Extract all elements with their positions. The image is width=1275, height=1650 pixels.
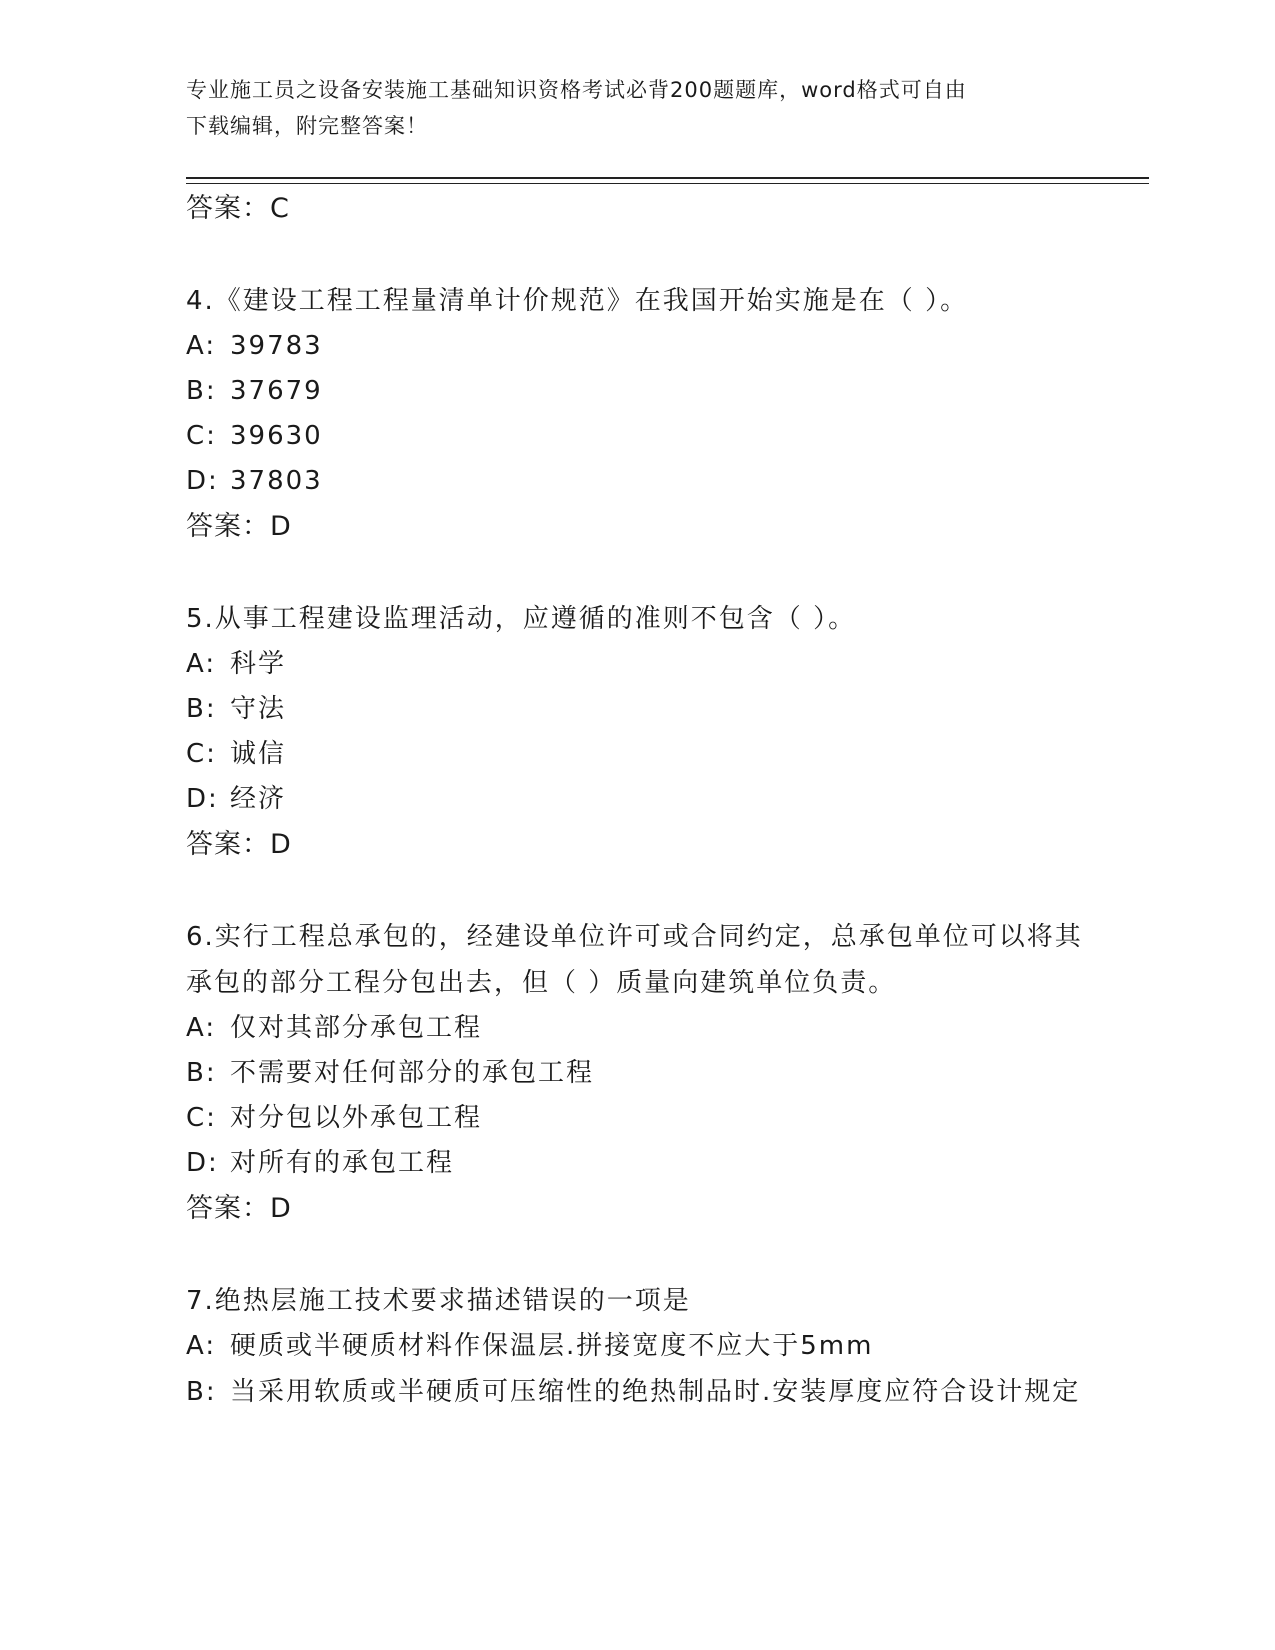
header-rule-thin bbox=[186, 183, 1149, 184]
question-text: 4.《建设工程工程量清单计价规范》在我国开始实施是在（ ）。 bbox=[186, 286, 969, 316]
option-b: B: 当采用软质或半硬质可压缩性的绝热制品时.安装厚度应符合设计规定 bbox=[186, 1377, 1081, 1407]
header-line-2: 下载编辑，附完整答案！ bbox=[186, 114, 428, 138]
option-d: D: 37803 bbox=[186, 466, 323, 496]
answer: 答案：D bbox=[186, 829, 292, 860]
option-a: A: 硬质或半硬质材料作保温层.拼接宽度不应大于5mm bbox=[186, 1331, 874, 1361]
option-b: B: 守法 bbox=[186, 694, 287, 724]
option-c: C: 对分包以外承包工程 bbox=[186, 1103, 483, 1133]
answer: 答案：D bbox=[186, 1193, 292, 1224]
question-text: 5.从事工程建设监理活动，应遵循的准则不包含（ ）。 bbox=[186, 604, 857, 634]
question-list bbox=[186, 186, 1086, 1415]
option-b: B: 不需要对任何部分的承包工程 bbox=[186, 1058, 595, 1088]
option-a: A: 科学 bbox=[186, 649, 287, 679]
option-a: A: 仅对其部分承包工程 bbox=[186, 1013, 483, 1043]
option-a: A: 39783 bbox=[186, 331, 323, 361]
question-text: 6.实行工程总承包的，经建设单位许可或合同约定，总承包单位可以将其承包的部分工程分包出去，但（ ）质量向建筑单位负责。 bbox=[186, 922, 1083, 998]
question-5 bbox=[186, 596, 1086, 868]
option-d: D: 经济 bbox=[186, 784, 287, 814]
option-b: B: 37679 bbox=[186, 376, 323, 406]
header-line-1: 专业施工员之设备安装施工基础知识资格考试必背200题题库，word格式可自由 bbox=[186, 78, 967, 102]
answer-previous: 答案：C bbox=[186, 193, 290, 224]
option-d: D: 对所有的承包工程 bbox=[186, 1148, 455, 1178]
option-c: C: 诚信 bbox=[186, 739, 287, 769]
question-text: 7.绝热层施工技术要求描述错误的一项是 bbox=[186, 1286, 691, 1316]
question-6 bbox=[186, 914, 1086, 1232]
option-c: C: 39630 bbox=[186, 421, 323, 451]
question-4 bbox=[186, 278, 1086, 550]
header-rule bbox=[186, 177, 1149, 179]
document-header bbox=[186, 72, 1066, 144]
answer: 答案：D bbox=[186, 511, 292, 542]
question-7 bbox=[186, 1278, 1086, 1415]
